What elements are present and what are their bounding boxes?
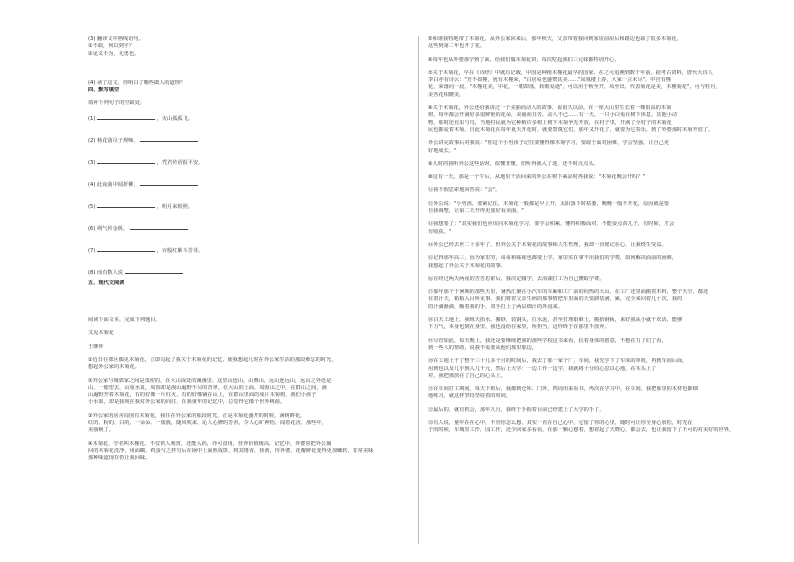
paragraph-line: 下力气，本身也到在身里，我也没给在家里，所担当，这样终于在那里不放弃。	[428, 324, 610, 331]
fill-text: ，百般红紫斗芳菲。	[156, 247, 204, 254]
paragraph-line: ⑥每年也从外婆那学到了面，给我们做木菊花饼，每次吃起我们三兄妹都特别开心。	[428, 56, 620, 63]
paragraph-line: 民也都爱着木菊，自此木菊花在每年夏天开花时，就要祭奠它们，那年又开花了，就要为它奏乐，到了外婆那时木菊开放了。	[428, 126, 714, 133]
article-paragraph-11	[428, 187, 766, 194]
reading-intro: 阅读下面文本，完成下列题目。	[88, 317, 161, 324]
article-paragraph-21	[428, 386, 766, 401]
fill-blank[interactable]	[125, 268, 183, 274]
fill-blank[interactable]	[140, 180, 198, 186]
article-paragraph-16	[428, 276, 766, 283]
paragraph-line: ⑮记得那年高三，因为家里穷，哥哥和姊妹也都要上学，家里实在拿不出我们的学费，如何解决面前的困难，	[428, 255, 678, 262]
fill-blank[interactable]	[97, 246, 155, 252]
paragraph-line: ⑲尽管如此，每天晚上，我还是要继续把我的那些学校这书来看，抗着身体的倦意，不想在力了们了看，	[428, 337, 667, 344]
paragraph-line: 的汗滴渐滴，额着我的手，双手打上了两层细汗的外国来。	[428, 303, 563, 310]
paragraph-line: 到一些人的帮助，说我不需要从他们那里那边。	[428, 344, 537, 351]
article-paragraph-14	[428, 242, 766, 249]
paragraph-line: 红的、粉的、白的，一朵朵、一簇簇，随风吹来，沁人心脾的芳香，令人心旷神怡，闻着花香，那些年，	[88, 420, 327, 427]
section-4-instruction: 填补下列句子的空缺处。	[88, 100, 146, 107]
paragraph-line: ⑪我不假思索地回答说："会"。	[428, 187, 501, 194]
fill-number: (8)	[88, 269, 96, 276]
article-paragraph-4	[88, 441, 400, 463]
article-paragraph-13	[428, 221, 766, 236]
paragraph-line: 好地成长。"	[428, 147, 457, 154]
paragraph-line: 想起外公家的木菊花。	[88, 364, 140, 371]
section-5-heading: 五、现代文阅读	[88, 279, 125, 286]
article-paragraph-6	[428, 57, 766, 64]
paragraph-line: 外公讲完故事后对我说："你这个小男孩子记住要懂得像木菊学习，要敢于面对困难，学会坚强，让自己更	[428, 140, 670, 147]
article-paragraph-7	[428, 70, 766, 99]
article-paragraph-22	[428, 407, 766, 414]
paragraph-line: 用到也以及几乎到入几千元，然后上大学：一边工作一边学，我就将十分的心思以心地，在木头上了	[428, 365, 657, 372]
article-paragraph-3	[88, 413, 400, 435]
paragraph-line: 地练习，就这样坚持坚持着的时间。	[428, 393, 512, 400]
paragraph-line: ⑯在经过两天两夜的苦苦思索后，我决定辍学，去浴湖打工为自己攒取学费。	[428, 275, 605, 282]
right-column	[428, 36, 766, 435]
section-4-heading: 四、默写填空	[88, 87, 120, 94]
paragraph-line: 物，那时还有虫与鸟，当地村民就为它种植许多树上树下木菊争先开放，在村子里，开满了全村子的木菊花	[428, 119, 672, 126]
fill-item-5	[88, 202, 400, 224]
paragraph-line: ⑦关于木菊花，早在《诗经》中就有记载，中国是种植木槿花最早的国家，在之可追溯到数千年前，据考古资料，唐代大诗人	[428, 69, 713, 76]
article-title: 又见木菊花	[88, 330, 114, 337]
fill-blank[interactable]	[130, 224, 188, 230]
paragraph-line: 小水果，却是我现在我对外公家的向往，在我童年的记忆中，总觉得它像个世外桃源。	[88, 399, 286, 406]
paragraph-line: 山遍野开着木菊花，有的好像一片红火，有的好像铺在山上，在群山里面的成片木菊树，我们小孩子	[88, 392, 317, 399]
article-paragraph-20	[428, 358, 766, 380]
fill-number: (3)	[88, 159, 96, 166]
fill-number: (5)	[88, 203, 96, 210]
paragraph-line: ⑫外公说："小男孩，要紧记住，木菊花一般都是早上开，太阳落下时枯萎，晚晚一般不开花，原因就是要	[428, 200, 670, 207]
fill-item-4	[88, 180, 400, 202]
fill-text: ，火山孤孤飞。	[156, 115, 193, 122]
fill-item-3	[88, 158, 400, 180]
article-paragraph-2	[88, 378, 400, 407]
fill-blank[interactable]	[140, 136, 198, 142]
paragraph-line: 美丽极了。	[88, 427, 114, 434]
fill-item-2	[88, 136, 400, 158]
fill-text: 此夜曲中闻折柳，	[97, 181, 139, 188]
paragraph-line: ⑱白天工地上，我练天抬水，搬砂，装钢头，扛水泥，甚至打理艰难士，搬抬钢板，来好我从小就干农活，能够	[428, 317, 683, 324]
paragraph-line: 在着汗天，箱箱入目所见事，我们将着父亲生病的那事情把车里面的天要卸装满，累，完全来回着几十次，我的	[428, 296, 683, 303]
fill-item-6	[88, 224, 400, 246]
fill-item-1	[88, 114, 400, 136]
column-divider	[418, 36, 419, 544]
paragraph-line: 子的时候，车城里工作，园工作，还少回家多看看，在那一颗心想着，想着起了天晓心，都会去，也让我留下了不可的对美好的世界，	[428, 427, 735, 434]
paragraph-line: ㉓有人说，童年在在心中，不管你怎么想，其实一直在自己心中，它留了你的心里，随时可让你全身心放松，时光在	[428, 419, 693, 426]
paragraph-line: ⑨儿时的我听外公这些话时，似懂非懂，但听得我入了迷，还不时点点头。	[428, 160, 599, 167]
paragraph-line: ⑰那年那个干暑期的那些天里，暑热汇聚在小汽车的车厢和工厂前的闷热的大山，在工厂还里面搬着木料，整个天空，都还	[428, 289, 709, 296]
paragraph-line: ⑳在工地上干了整个三十几多个月的时间后，我去了那一家个厂，车间，我先学下了车床的单机，再到车间后面，	[428, 358, 688, 365]
fill-number: (2)	[88, 137, 96, 144]
article-paragraph-23	[428, 420, 766, 435]
left-column	[88, 36, 400, 463]
question-3-stem: (3) 翻译文中画线语句。	[88, 36, 144, 42]
paragraph-line: ③外公家的房舍周围有木菊花，我住在外公家的那段时光，正是木菊花盛开的时候，满树鲜花，	[88, 412, 306, 419]
fill-item-8	[88, 268, 400, 280]
fill-text: 杨花落尽子规啼，	[97, 137, 139, 144]
fill-text: 而有数人说	[97, 269, 123, 276]
paragraph-line: ⑧关于木菊花，外公还给我讲过一个美丽而动人的故事，说很久以前，在一座大山里生长着一棵很高的木菊	[428, 105, 672, 112]
paragraph-line: 回的木菊花洗净，用面糊、鸡蛋与之拌匀后在锅中上面煎成饼，将其烙香，焦黄，待外婆，花瓣鲜花变得更加嫩软，非常美味	[88, 447, 374, 454]
paragraph-line: ⑬我想要了："其实我们也应该向木菊花学习，要学会积累，懂得积极面对，不能耍点苗儿子，有时候，才会	[428, 221, 675, 228]
paragraph-line: 对，我把那放在了自己的心头上。	[428, 372, 506, 379]
paragraph-line: 树，每年都会开满好多很鲜艳的花朵，美丽而芬芳，动人不已……有一天，一只小白兔在树下休息，其他小动	[428, 112, 678, 119]
question-4: (4) 读了这文，你明白了哪些做人的道理？	[88, 79, 186, 86]
fill-number: (6)	[88, 225, 96, 232]
article-paragraph-5	[428, 36, 766, 51]
question-3-option-2: ②见义不为，无勇也。	[88, 50, 140, 57]
fill-blank[interactable]	[97, 158, 155, 164]
article-paragraph-8	[428, 105, 766, 134]
paragraph-line: ㉒最后的，就有机会，那年九月，我终于手握着目前已经建上了大学的手了。	[428, 406, 605, 413]
paragraph-line: 山，一眼望去，山重水复，周围却是漫山遍野不尽的青翠。在大山的上面，周围山之中，在群山之间，满	[88, 384, 327, 391]
fill-text: ，凭君传语报平安。	[156, 159, 204, 166]
paragraph-line: 这些到第二年也开了花。	[428, 43, 486, 50]
article-paragraph-9	[428, 161, 766, 168]
fill-number: (7)	[88, 247, 96, 254]
paragraph-line: ⑭外公已经去世二十多年了，但外公关于木菊花的故事和人生哲理，我却一直铭记在心，让我终生受益。	[428, 241, 667, 248]
article-paragraph-19	[428, 338, 766, 353]
fill-blank[interactable]	[97, 202, 155, 208]
article-paragraph-18	[428, 317, 766, 332]
paragraph-line: 那种味道现在仍让我回味。	[88, 455, 151, 462]
article-paragraph-17	[428, 289, 766, 311]
fill-blank[interactable]	[97, 114, 155, 120]
article-paragraph-8b	[428, 140, 766, 155]
article-paragraph-10	[428, 174, 766, 181]
paragraph-line: ①近日在郊区偶见木菊花，立即勾起了我关于木菊花的记忆，使我想起几时在外公家生活的那段难忘的时光，	[88, 356, 337, 363]
article-paragraph-12	[428, 201, 766, 216]
paragraph-line: ⑤和谁我特地带了木菊花，从外公家回来后，那年秋天，父亲带着我回到家房前屋后和路边也栽了很多木菊花，	[428, 36, 682, 42]
fill-number: (4)	[88, 181, 96, 188]
paragraph-line: ㉑在车间打工期间，每天下班后，我都到仓库、门外，四周用来看书，再次在学习中，在车间，我把那里的木材也都细	[428, 386, 698, 393]
fill-item-7	[88, 246, 400, 268]
paragraph-line: ②外公家与城郊家之间是茂密的，在大山深处的溪溪里，这里山连山，山叠山，远山连远山，远山之外还是	[88, 377, 332, 384]
paragraph-line: ⑩这有一天，那是一个午后，从地里干活回来的外公在树下乘凉时再我说："木菊花晚会开吗？"	[428, 174, 645, 181]
paragraph-line: 自我调整，让第二天开得更加好看美丽。"	[428, 208, 524, 215]
paragraph-line: 李白亦有诗云："芳不如槿，犹有木槿荣，"白居易也盛赞其美……"凤凰楼上春，大家一言未尽"，中宫有槿	[428, 77, 671, 84]
question-3-option-1: ①不敢，何以到乎？	[88, 43, 135, 50]
paragraph-line: 有收获。"	[428, 228, 452, 235]
paragraph-line: 我想起了外公关于木菊花的故事。	[428, 262, 506, 269]
paragraph-line: ④木菊花，学名叫木槿花，不仅供人观赏，还能入药，亦可食用，营养价值极高，记忆中，外婆常把外公摘	[88, 440, 332, 447]
fill-number: (1)	[88, 115, 96, 122]
fill-text: ，明月来相照。	[156, 203, 193, 210]
paragraph-line: 花，荣落同一晨，"木槿花美，中花，一朝却落，转眼易逝"，可以用于秋至开，凤至出，代表菊花是美，木槿菊花"，可与牡丹，	[428, 84, 721, 91]
fill-text: 朔气传金柝，	[97, 225, 129, 232]
article-paragraph-1	[88, 357, 400, 372]
paragraph-line: 美菩花相媲美。	[428, 91, 465, 98]
article-author: 王继怀	[88, 343, 104, 350]
article-paragraph-15	[428, 255, 766, 270]
